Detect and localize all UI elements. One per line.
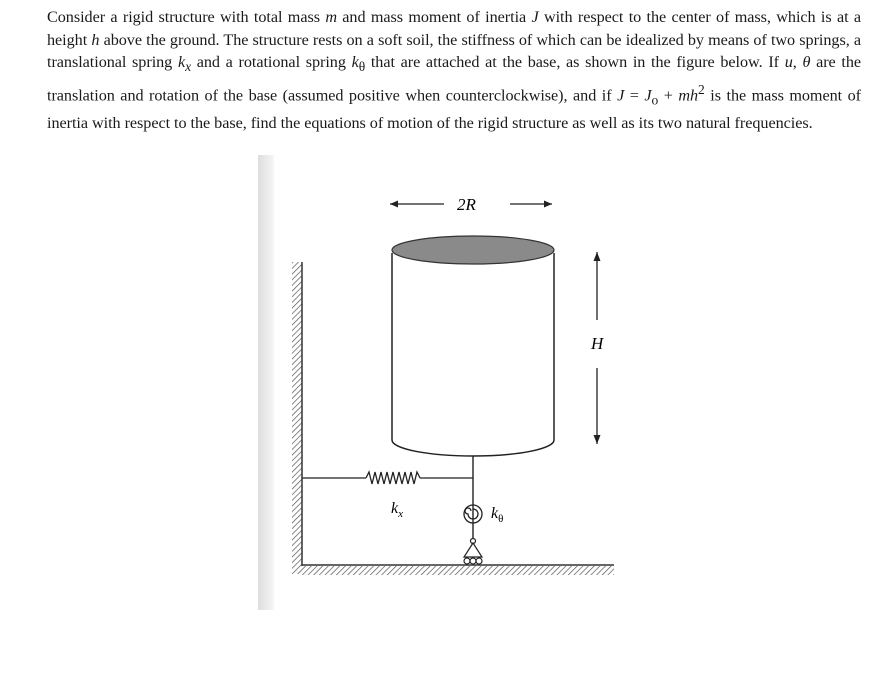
cylinder: [392, 236, 554, 456]
scan-shadow: [258, 155, 274, 610]
pin-support: [464, 539, 482, 565]
ktheta-label: $k_\theta$: [491, 505, 504, 525]
problem-statement: Consider a rigid structure with total mass m and mass moment of inertia J with respect to the center of mass, which is at a height h above the ground. The structure rests on a soft soil, the stiffness of which can be idealized by means of two springs, a translational spring $k_x$ and a rotational spring $k_\theta$ that are attached at the base, as shown in the figure below. If u, θ are the translation and rotation of the base (assumed positive when counterclockwise), and if $J = J_o + mh^2$ is the mass moment of inertia with respect to the base, find the equations of motion of the rigid structure as well as its two natural frequencies.: [47, 8, 862, 133]
wall-hatch: [292, 262, 302, 574]
width-label: 2R: [457, 195, 476, 214]
height-label: H: [591, 334, 604, 353]
translational-spring: [302, 472, 473, 484]
cylinder-top: [392, 236, 554, 264]
ground-hatch: [302, 566, 614, 575]
kx-label: $k_x$: [391, 500, 403, 520]
